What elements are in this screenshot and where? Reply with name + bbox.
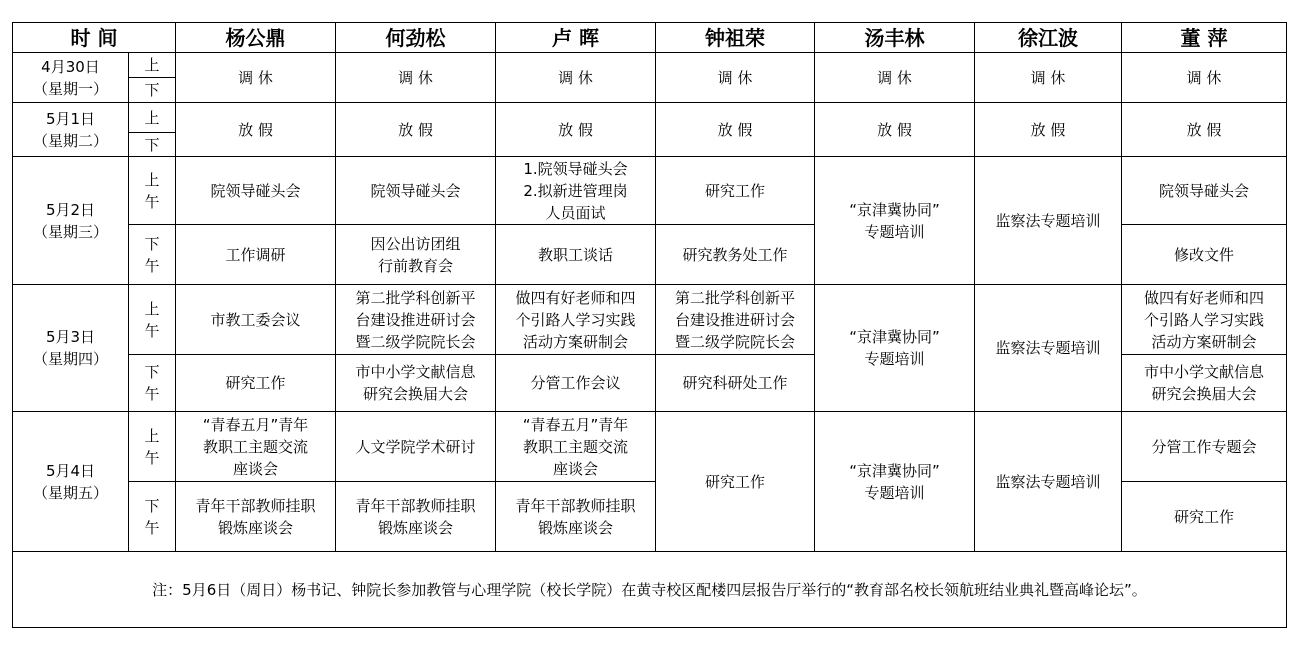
day-row: [13, 285, 1287, 355]
schedule-cell: “京津冀协同” 专题培训: [815, 285, 975, 412]
half-day-label: 上 午: [129, 285, 176, 355]
header-time: 时 间: [13, 23, 176, 53]
schedule-cell: “京津冀协同” 专题培训: [815, 157, 975, 285]
schedule-cell: 第二批学科创新平 台建设推进研讨会 暨二级学院院长会: [336, 285, 496, 355]
schedule-cell: 市教工委会议: [176, 285, 336, 355]
schedule-cell: 青年干部教师挂职 锻炼座谈会: [336, 482, 496, 552]
schedule-cell: 修改文件: [1122, 225, 1287, 285]
half-day-label: 上: [129, 103, 176, 133]
schedule-cell: “青春五月”青年 教职工主题交流 座谈会: [496, 412, 656, 482]
schedule-cell: 调 休: [176, 53, 336, 103]
schedule-cell: 研究工作: [1122, 482, 1287, 552]
date-cell: 5月4日 （星期五）: [13, 412, 129, 552]
half-day-label: 下 午: [129, 355, 176, 412]
schedule-cell: 市中小学文献信息 研究会换届大会: [336, 355, 496, 412]
header-name: 钟祖荣: [656, 23, 815, 53]
schedule-cell: 调 休: [496, 53, 656, 103]
schedule-cell: 市中小学文献信息 研究会换届大会: [1122, 355, 1287, 412]
schedule-cell: 研究工作: [656, 412, 815, 552]
schedule-cell: 放 假: [975, 103, 1122, 157]
schedule-cell: 院领导碰头会: [336, 157, 496, 225]
date-cell: 4月30日 （星期一）: [13, 53, 129, 103]
schedule-cell: 人文学院学术研讨: [336, 412, 496, 482]
schedule-cell: 调 休: [1122, 53, 1287, 103]
day-row: [13, 157, 1287, 225]
header-name: 董 萍: [1122, 23, 1287, 53]
schedule-cell: 院领导碰头会: [1122, 157, 1287, 225]
half-day-label: 下 午: [129, 482, 176, 552]
schedule-cell: 研究工作: [176, 355, 336, 412]
schedule-cell: 放 假: [496, 103, 656, 157]
schedule-cell: 放 假: [656, 103, 815, 157]
schedule-cell: 放 假: [1122, 103, 1287, 157]
header-name: 卢 晖: [496, 23, 656, 53]
header-name: 何劲松: [336, 23, 496, 53]
schedule-cell: 1.院领导碰头会 2.拟新进管理岗 人员面试: [496, 157, 656, 225]
schedule-cell: 做四有好老师和四 个引路人学习实践 活动方案研制会: [496, 285, 656, 355]
header-name: 杨公鼎: [176, 23, 336, 53]
schedule-cell: 院领导碰头会: [176, 157, 336, 225]
header-name: 徐江波: [975, 23, 1122, 53]
schedule-cell: 因公出访团组 行前教育会: [336, 225, 496, 285]
schedule-cell: 青年干部教师挂职 锻炼座谈会: [176, 482, 336, 552]
note-row: [13, 552, 1287, 628]
schedule-cell: 研究教务处工作: [656, 225, 815, 285]
schedule-cell: 分管工作专题会: [1122, 412, 1287, 482]
date-cell: 5月2日 （星期三）: [13, 157, 129, 285]
schedule-cell: 青年干部教师挂职 锻炼座谈会: [496, 482, 656, 552]
footnote: 注：5月6日（周日）杨书记、钟院长参加教管与心理学院（校长学院）在黄寺校区配楼四层报告厅举行的“教育部名校长领航班结业典礼暨高峰论坛”。: [13, 552, 1287, 628]
schedule-cell: 监察法专题培训: [975, 285, 1122, 412]
schedule-cell: 教职工谈话: [496, 225, 656, 285]
schedule-cell: 做四有好老师和四 个引路人学习实践 活动方案研制会: [1122, 285, 1287, 355]
header-row: [13, 23, 1287, 53]
schedule-cell: 放 假: [176, 103, 336, 157]
schedule-cell: 工作调研: [176, 225, 336, 285]
schedule-cell: 放 假: [815, 103, 975, 157]
day-row: [13, 103, 1287, 133]
schedule-cell: 调 休: [656, 53, 815, 103]
schedule-cell: 分管工作会议: [496, 355, 656, 412]
half-day-label: 上 午: [129, 157, 176, 225]
day-row: [13, 53, 1287, 78]
schedule-cell: 调 休: [815, 53, 975, 103]
schedule-cell: “青春五月”青年 教职工主题交流 座谈会: [176, 412, 336, 482]
half-day-label: 上 午: [129, 412, 176, 482]
day-row: [13, 412, 1287, 482]
schedule-cell: 调 休: [336, 53, 496, 103]
half-day-label: 下: [129, 78, 176, 103]
half-day-label: 下 午: [129, 225, 176, 285]
date-cell: 5月3日 （星期四）: [13, 285, 129, 412]
schedule-cell: “京津冀协同” 专题培训: [815, 412, 975, 552]
schedule-cell: 监察法专题培训: [975, 157, 1122, 285]
schedule-table: [12, 22, 1287, 628]
half-day-label: 上: [129, 53, 176, 78]
schedule-cell: 监察法专题培训: [975, 412, 1122, 552]
date-cell: 5月1日 （星期二）: [13, 103, 129, 157]
schedule-cell: 放 假: [336, 103, 496, 157]
schedule-cell: 第二批学科创新平 台建设推进研讨会 暨二级学院院长会: [656, 285, 815, 355]
half-day-label: 下: [129, 133, 176, 157]
schedule-cell: 研究科研处工作: [656, 355, 815, 412]
schedule-cell: 研究工作: [656, 157, 815, 225]
header-name: 汤丰林: [815, 23, 975, 53]
schedule-cell: 调 休: [975, 53, 1122, 103]
